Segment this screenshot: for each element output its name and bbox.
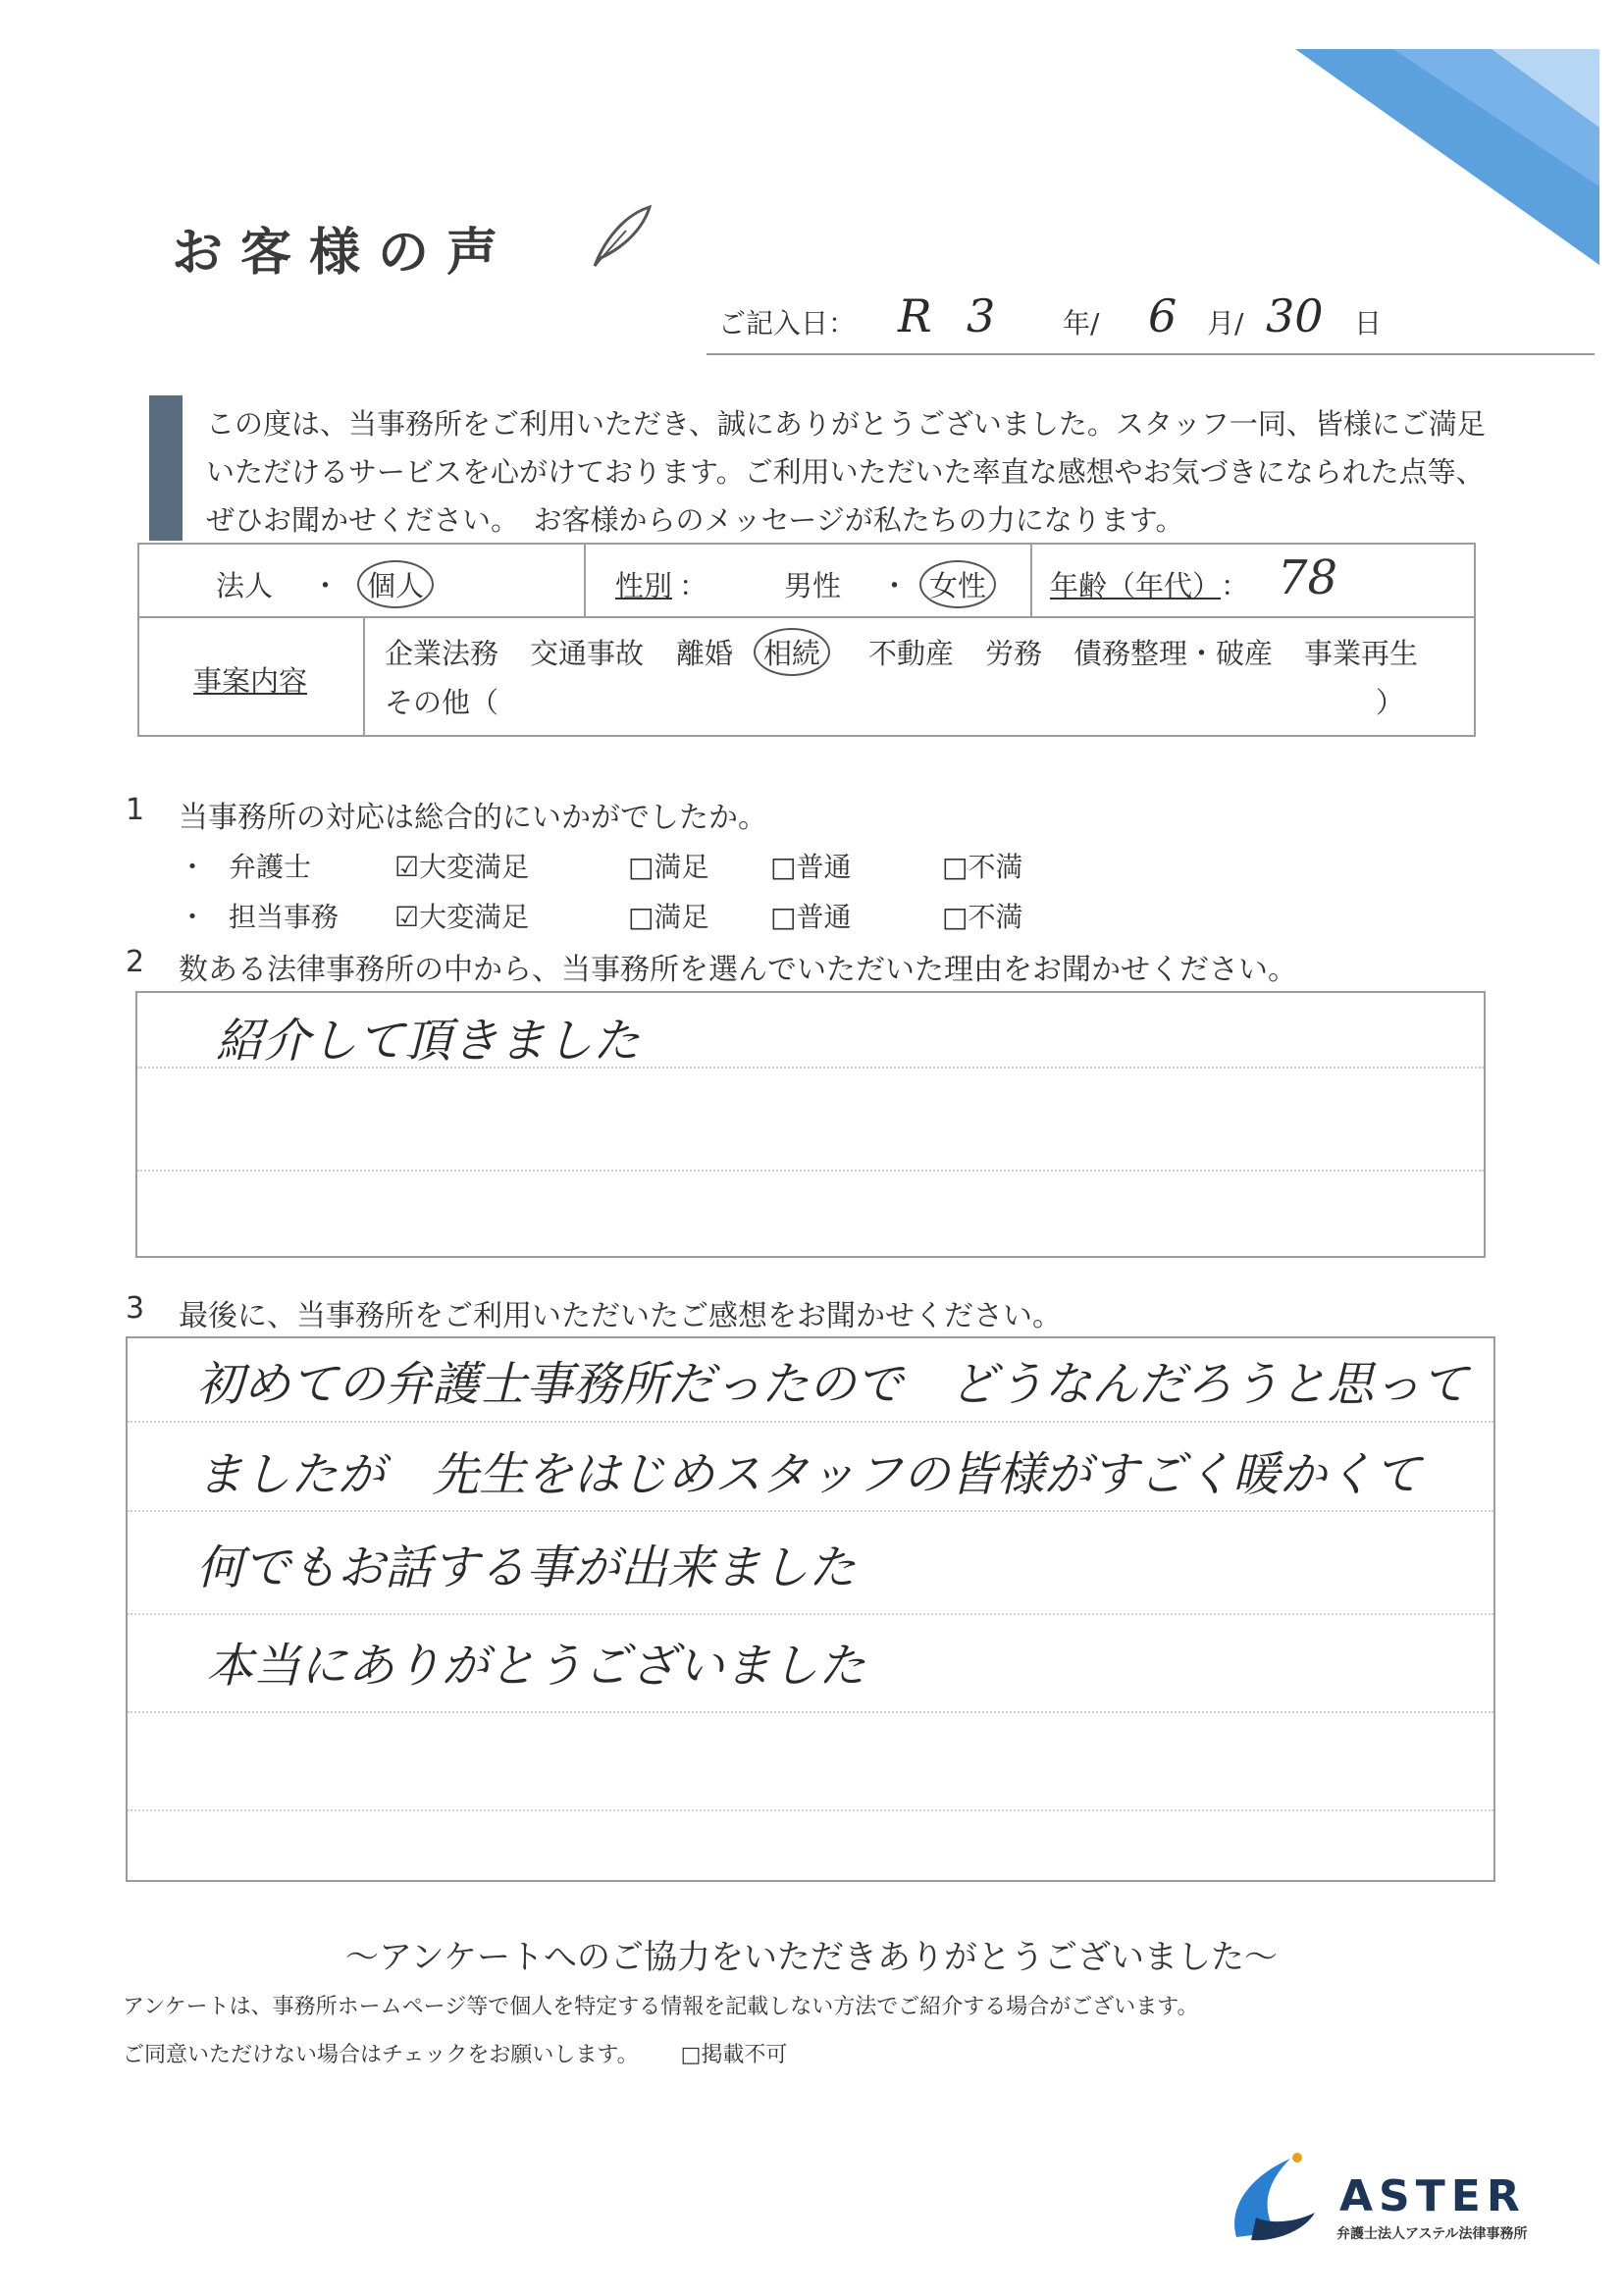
- age-value[interactable]: 78: [1278, 550, 1338, 605]
- intro-line: ぜひお聞かせください。 お客様からのメッセージが私たちの力になります。: [206, 503, 1184, 537]
- consent-text: ご同意いただけない場合はチェックをお願いします。: [123, 2043, 639, 2067]
- date-month: 6: [1148, 289, 1178, 342]
- thanks-message: ～アンケートへのご協力をいただきありがとうございました～: [345, 1938, 1278, 1977]
- feather-icon: [587, 201, 655, 270]
- date-label: ご記入日：: [718, 307, 857, 339]
- case-option-real-estate[interactable]: 不動産: [868, 637, 955, 670]
- q3-answer-line: 初めての弁護士事務所だったので どうなんだろうと思って: [196, 1357, 1469, 1412]
- q3-answer-line: 何でもお話する事が出来ました: [196, 1540, 857, 1595]
- staff-dissatisfied[interactable]: □不満: [942, 901, 1023, 933]
- info-table: [137, 543, 1476, 737]
- case-option-other[interactable]: その他（: [385, 686, 499, 719]
- brand-name: ASTER: [1339, 2171, 1526, 2221]
- q3-answer-box[interactable]: [126, 1336, 1495, 1882]
- individual-option-selected[interactable]: 個人: [357, 560, 434, 608]
- case-label: 事案内容: [193, 664, 308, 698]
- lawyer-very-satisfied-checked[interactable]: ☑大変満足: [394, 851, 530, 883]
- page-title: お客様の声: [172, 224, 516, 283]
- lawyer-satisfied[interactable]: □満足: [628, 851, 709, 883]
- case-option-rehabilitation[interactable]: 事業再生: [1304, 637, 1419, 670]
- intro-line: この度は、当事務所をご利用いただき、誠にありがとうございました。スタッフ一同、皆様にご満足: [206, 407, 1486, 441]
- case-option-corporate[interactable]: 企業法務: [385, 637, 499, 670]
- date-era: R: [898, 289, 932, 342]
- date-underline: [707, 353, 1595, 355]
- female-option-selected[interactable]: 女性: [919, 560, 996, 608]
- case-options-cell: [365, 618, 1476, 735]
- staff-normal[interactable]: □普通: [770, 901, 852, 933]
- q1-number: 1: [126, 793, 145, 827]
- brand-subtitle: 弁護士法人アステル法律事務所: [1336, 2226, 1528, 2242]
- q2-number: 2: [126, 945, 145, 979]
- intro-line: いただけるサービスを心がけております。ご利用いただいた率直な感想やお気づきになられた点等、: [206, 455, 1485, 489]
- staff-very-satisfied-checked[interactable]: ☑大変満足: [394, 901, 530, 933]
- q1-row-label-lawyer: 弁護士: [229, 851, 312, 883]
- lawyer-normal[interactable]: □普通: [770, 851, 852, 883]
- q1-row-label-staff: 担当事務: [229, 901, 340, 933]
- corp-option[interactable]: 法人: [216, 569, 274, 602]
- age-cell: [1032, 545, 1476, 618]
- case-option-traffic[interactable]: 交通事故: [530, 637, 645, 670]
- consent-note: [123, 2038, 787, 2068]
- staff-satisfied[interactable]: □満足: [628, 901, 709, 933]
- day-unit: 日: [1354, 307, 1383, 339]
- q1-text: 当事務所の対応は総合的にいかがでしたか。: [179, 801, 767, 835]
- case-option-debt[interactable]: 債務整理・破産: [1073, 637, 1274, 670]
- q2-answer: 紹介して頂きました: [216, 1014, 641, 1069]
- no-publish-checkbox[interactable]: □掲載不可: [680, 2043, 788, 2067]
- separator-dot: ・: [880, 569, 910, 602]
- gender-cell: [586, 545, 1032, 618]
- case-option-inheritance-selected[interactable]: 相続: [754, 628, 830, 676]
- age-colon: ：: [1221, 569, 1250, 602]
- intro-text: [206, 400, 1541, 545]
- case-option-labor[interactable]: 労務: [985, 637, 1043, 670]
- date-year: 3: [967, 289, 996, 342]
- gender-colon: ：: [679, 569, 708, 602]
- intro-accent-bar: [149, 395, 183, 541]
- lawyer-dissatisfied[interactable]: □不満: [942, 851, 1023, 883]
- separator-dot: ・: [311, 569, 340, 602]
- q2-text: 数ある法律事務所の中から、当事務所を選んでいただいた理由をお聞かせください。: [179, 953, 1297, 987]
- aster-logo-icon: [1217, 2144, 1325, 2252]
- case-option-divorce[interactable]: 離婚: [676, 637, 734, 670]
- month-unit: 月/: [1207, 307, 1244, 339]
- client-type-cell: [139, 545, 586, 618]
- corner-decoration: [1276, 39, 1623, 275]
- case-label-cell: [139, 618, 365, 735]
- q2-answer-box[interactable]: [135, 991, 1486, 1258]
- date-day: 30: [1266, 289, 1324, 342]
- other-close-paren: ）: [1376, 686, 1405, 719]
- q3-answer-line: 本当にありがとうございました: [206, 1639, 866, 1694]
- gender-label: 性別: [615, 569, 673, 602]
- q3-number: 3: [126, 1291, 145, 1326]
- q3-answer-line: ましたが 先生をはじめスタッフの皆様がすごく暖かくて: [196, 1447, 1422, 1502]
- year-unit: 年/: [1063, 307, 1100, 339]
- privacy-notice: アンケートは、事務所ホームページ等で個人を特定する情報を記載しない方法でご紹介する場合がございます。: [123, 1995, 1199, 2019]
- male-option[interactable]: 男性: [784, 569, 842, 602]
- q1-row-bullet: ・: [179, 851, 207, 883]
- age-label: 年齢（年代）: [1050, 569, 1222, 602]
- q1-row-bullet: ・: [179, 901, 207, 933]
- q3-text: 最後に、当事務所をご利用いただいたご感想をお聞かせください。: [179, 1299, 1062, 1333]
